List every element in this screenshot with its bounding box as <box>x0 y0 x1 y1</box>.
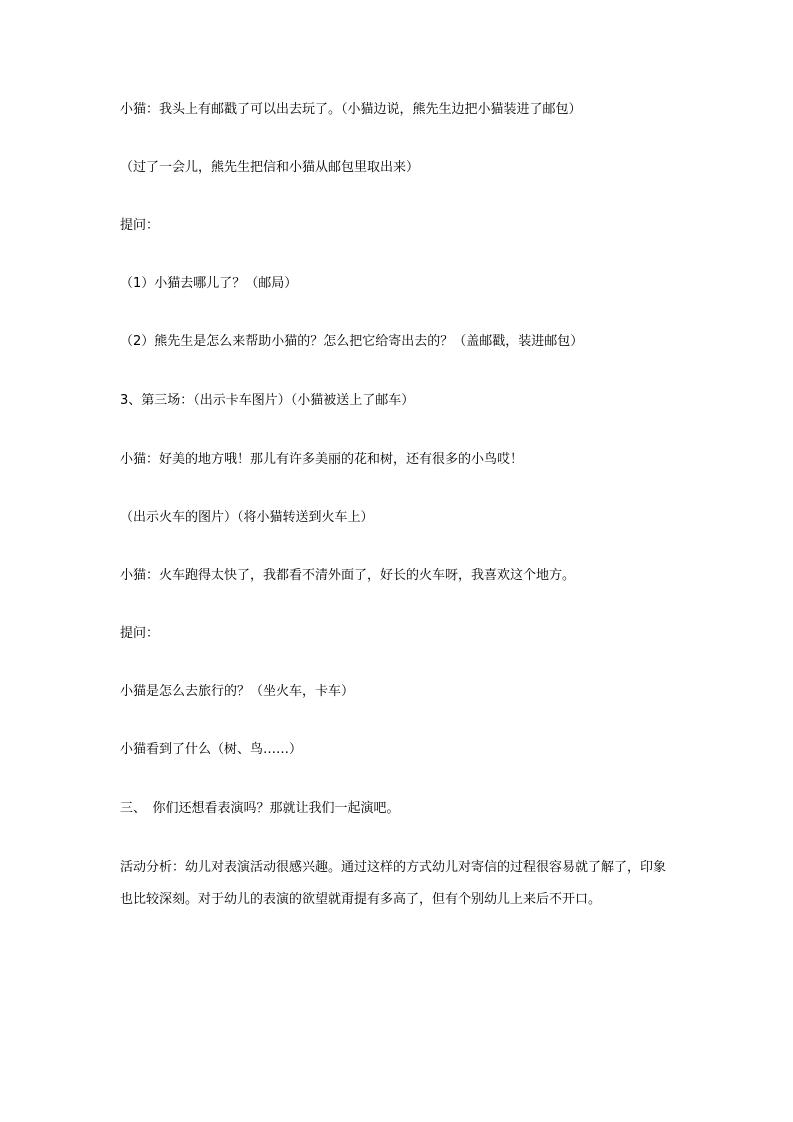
paragraph-scene-3: 3、第三场：（出示卡车图片）（小猫被送上了邮车） <box>120 393 415 408</box>
paragraph-question-heading-1: 提问： <box>120 218 160 233</box>
paragraph-section-three: 三、 你们还想看表演吗？那就让我们一起演吧。 <box>120 801 400 816</box>
paragraph-cat-postmark: 小猫：我头上有邮戳了可以出去玩了。（小猫边说，熊先生边把小猫装进了邮包） <box>120 102 582 117</box>
paragraph-bear-takes-out: （过了一会儿，熊先生把信和小猫从邮包里取出来） <box>120 160 420 175</box>
paragraph-cat-train: 小猫：火车跑得太快了，我都看不清外面了，好长的火车呀，我喜欢这个地方。 <box>120 568 576 583</box>
paragraph-how-travel: 小猫是怎么去旅行的？（坐火车，卡车） <box>120 684 355 699</box>
paragraph-cat-beautiful: 小猫：好美的地方哦！那儿有许多美丽的花和树，还有很多的小鸟哎！ <box>120 452 524 467</box>
paragraph-activity-analysis <box>120 852 680 916</box>
paragraph-question-heading-2: 提问： <box>120 626 160 641</box>
analysis-line-2: 也比较深刻。对于幼儿的表演的欲望就甭提有多高了，但有个别幼儿上来后不开口。 <box>120 892 602 907</box>
paragraph-train-picture: （出示火车的图片）（将小猫转送到火车上） <box>120 510 374 525</box>
paragraph-what-saw: 小猫看到了什么（树、鸟……） <box>120 742 303 757</box>
analysis-line-1: 活动分析：幼儿对表演活动很感兴趣。通过这样的方式幼儿对寄信的过程很容易就了解了，印象 <box>120 860 667 875</box>
paragraph-question-2: （2）熊先生是怎么来帮助小猫的？怎么把它给寄出去的？（盖邮戳，装进邮包） <box>120 334 584 349</box>
paragraph-question-1: （1）小猫去哪儿了？（邮局） <box>120 276 298 291</box>
